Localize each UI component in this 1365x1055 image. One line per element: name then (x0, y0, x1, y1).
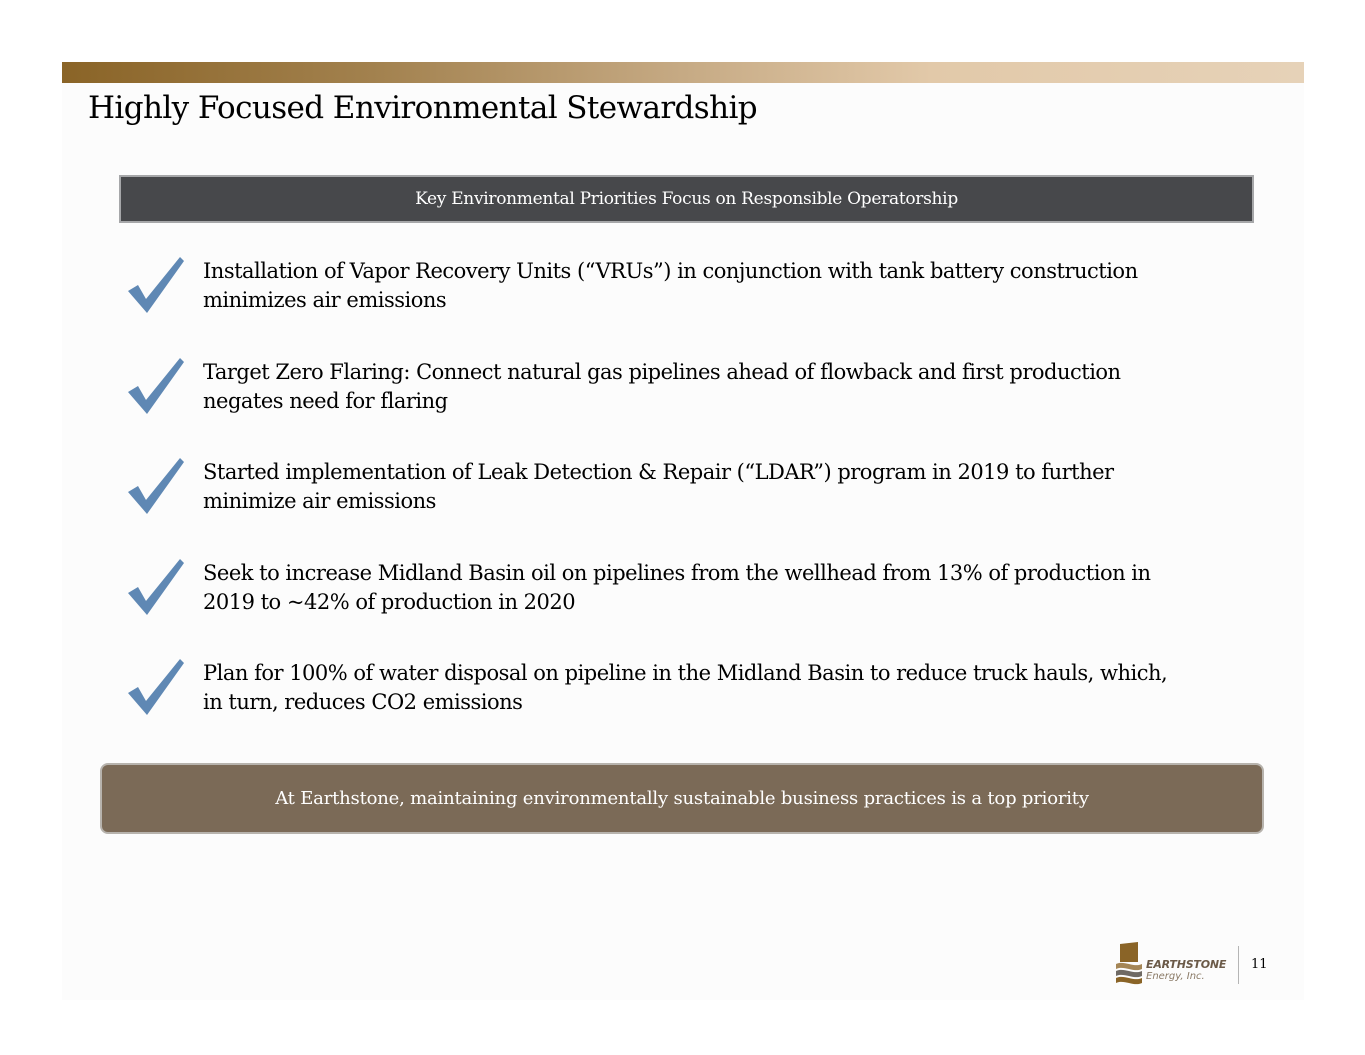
priority-text-line: minimize air emissions (203, 489, 436, 513)
checkmark-icon (124, 456, 188, 518)
priority-text (203, 559, 1243, 617)
priority-text (203, 358, 1243, 416)
checkmark-icon (124, 557, 188, 619)
priority-text-line: minimizes air emissions (203, 288, 447, 312)
priority-text-line: Installation of Vapor Recovery Units (“VRUs”) in conjunction with tank battery construction (203, 259, 1138, 283)
priority-item (124, 255, 1244, 325)
page-title: Highly Focused Environmental Stewardship (88, 90, 758, 126)
logo-wordmark: EARTHSTONE (1146, 958, 1227, 971)
priority-item (124, 557, 1244, 627)
priority-text-line: Plan for 100% of water disposal on pipeline in the Midland Basin to reduce truck hauls, which, (203, 661, 1168, 685)
priority-text-line: Seek to increase Midland Basin oil on pipelines from the wellhead from 13% of production in (203, 561, 1151, 585)
checkmark-icon (124, 657, 188, 719)
page-number: 11 (1251, 957, 1268, 972)
priority-text (203, 257, 1243, 315)
section-header-banner: Key Environmental Priorities Focus on Responsible Operatorship (119, 175, 1254, 223)
priority-item (124, 456, 1244, 526)
company-logo (1114, 940, 1234, 988)
logo-mark-icon (1114, 942, 1144, 986)
priority-item (124, 356, 1244, 426)
priority-text-line: negates need for flaring (203, 389, 448, 413)
checkmark-icon (124, 255, 188, 317)
logo-subtitle: Energy, Inc. (1146, 971, 1205, 982)
priority-text (203, 458, 1243, 516)
priority-text (203, 659, 1243, 717)
priority-item (124, 657, 1244, 727)
priority-text-line: 2019 to ~42% of production in 2020 (203, 590, 576, 614)
conclusion-banner: At Earthstone, maintaining environmentally sustainable business practices is a top priority (100, 763, 1264, 834)
priority-text-line: in turn, reduces CO2 emissions (203, 690, 523, 714)
footer-divider (1238, 946, 1239, 984)
checkmark-icon (124, 356, 188, 418)
priority-text-line: Started implementation of Leak Detection & Repair (“LDAR”) program in 2019 to further (203, 460, 1114, 484)
priority-text-line: Target Zero Flaring: Connect natural gas pipelines ahead of flowback and first production (203, 360, 1121, 384)
